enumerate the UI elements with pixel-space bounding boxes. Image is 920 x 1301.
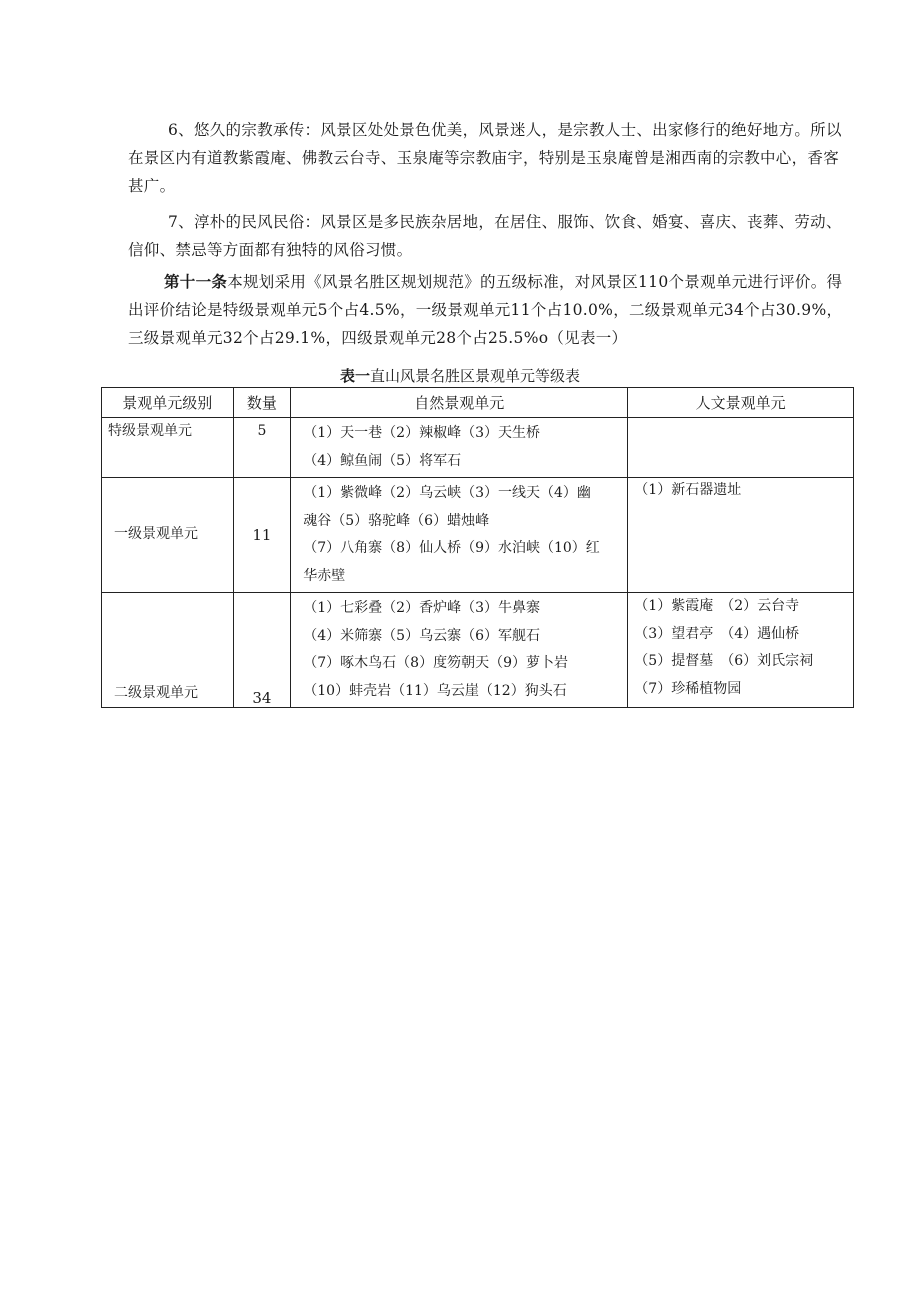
table-header-row — [102, 388, 854, 418]
cell-level — [102, 478, 234, 593]
natural-line: （10）蚌壳岩（11）乌云崖（12）狗头石 — [303, 682, 567, 699]
natural-line: 魂谷（5）骆驼峰（6）蜡烛峰 — [303, 512, 490, 529]
cell-count — [233, 418, 291, 478]
paragraph-article-11 — [128, 268, 843, 352]
table-caption-text: 直山风景名胜区景观单元等级表 — [370, 367, 581, 385]
header-cultural: 人文景观单元 — [628, 388, 854, 418]
cell-natural-lines — [291, 593, 627, 707]
cultural-line: （7）珍稀植物园 — [634, 680, 742, 697]
cell-count — [233, 478, 291, 593]
table-row — [102, 593, 854, 708]
paragraph-religion — [128, 116, 843, 200]
cell-natural — [291, 593, 628, 708]
cultural-line: （1）紫霞庵 （2）云台寺 — [634, 598, 800, 614]
cultural-line: （5）提督墓 （6）刘氏宗祠 — [634, 653, 814, 669]
header-natural: 自然景观单元 — [291, 388, 628, 418]
natural-line: （7）啄木鸟石（8）度笏朝天（9）萝卜岩 — [303, 655, 568, 671]
header-level: 景观单元级别 — [102, 388, 234, 418]
cell-level-text: 二级景观单元 — [114, 684, 198, 701]
cell-count-text: 11 — [252, 526, 272, 544]
natural-line: （1）七彩叠（2）香炉峰（3）牛鼻寨 — [303, 600, 540, 616]
cell-natural-lines — [291, 418, 627, 477]
cell-level-text: 一级景观单元 — [114, 526, 198, 543]
natural-line: 华赤壁 — [303, 567, 346, 584]
table-row — [102, 418, 854, 478]
cell-level — [102, 418, 234, 478]
cell-level — [102, 593, 234, 708]
cell-natural — [291, 418, 628, 478]
natural-line: （1）紫微峰（2）乌云峡（3）一线天（4）幽 — [303, 485, 591, 501]
natural-line: （7）八角寨（8）仙人桥（9）水泊峡（10）红 — [303, 540, 600, 556]
paragraph-folk-customs-text: 7、淳朴的民风民俗：风景区是多民族杂居地，在居住、服饰、饮食、婚宴、喜庆、丧葬、劳动、信仰、禁忌等方面都有独特的风俗习惯。 — [128, 213, 842, 259]
header-count: 数量 — [233, 388, 291, 418]
cell-count — [233, 593, 291, 708]
cell-cultural-lines — [628, 593, 853, 703]
landscape-grade-table — [101, 387, 854, 708]
cell-count-text: 5 — [257, 423, 267, 439]
cell-cultural — [628, 478, 854, 593]
cell-natural-lines — [291, 478, 627, 592]
cell-cultural-lines — [628, 478, 853, 502]
paragraph-religion-text: 6、悠久的宗教承传：风景区处处景色优美，风景迷人，是宗教人士、出家修行的绝好地方。所以在景区内有道教紫霞庵、佛教云台寺、玉泉庵等宗教庙宇，特别是玉泉庵曾是湘西南的宗教中心，香客甚广。 — [128, 121, 842, 195]
cell-natural — [291, 478, 628, 593]
table-row — [102, 478, 854, 593]
cell-count-text: 34 — [252, 689, 272, 707]
cell-cultural — [628, 593, 854, 708]
natural-line: （1）天一巷（2）辣椒峰（3）天生桥 — [303, 425, 540, 441]
article-label: 第十一条 — [164, 272, 228, 291]
paragraph-folk-customs — [128, 208, 843, 264]
cell-cultural — [628, 418, 854, 478]
cultural-line: （3）望君亭 （4）遇仙桥 — [634, 625, 800, 642]
cultural-line: （1）新石器遗址 — [634, 482, 742, 498]
table-caption-label: 表一 — [339, 367, 370, 385]
table-caption — [0, 364, 920, 388]
natural-line: （4）米筛寨（5）乌云寨（6）军舰石 — [303, 627, 540, 644]
cell-level-text: 特级景观单元 — [108, 423, 192, 439]
article-text: 本规划采用《风景名胜区规划规范》的五级标准，对风景区110个景观单元进行评价。得出评价结论是特级景观单元5个占4.5%，一级景观单元11个占10.0%，二级景观单元34个占30.9%，三级景观单元32个占29.1%，四级景观单元28个占25.5%o（见表一） — [128, 273, 843, 347]
natural-line: （4）鲸鱼闹（5）将军石 — [303, 452, 462, 469]
